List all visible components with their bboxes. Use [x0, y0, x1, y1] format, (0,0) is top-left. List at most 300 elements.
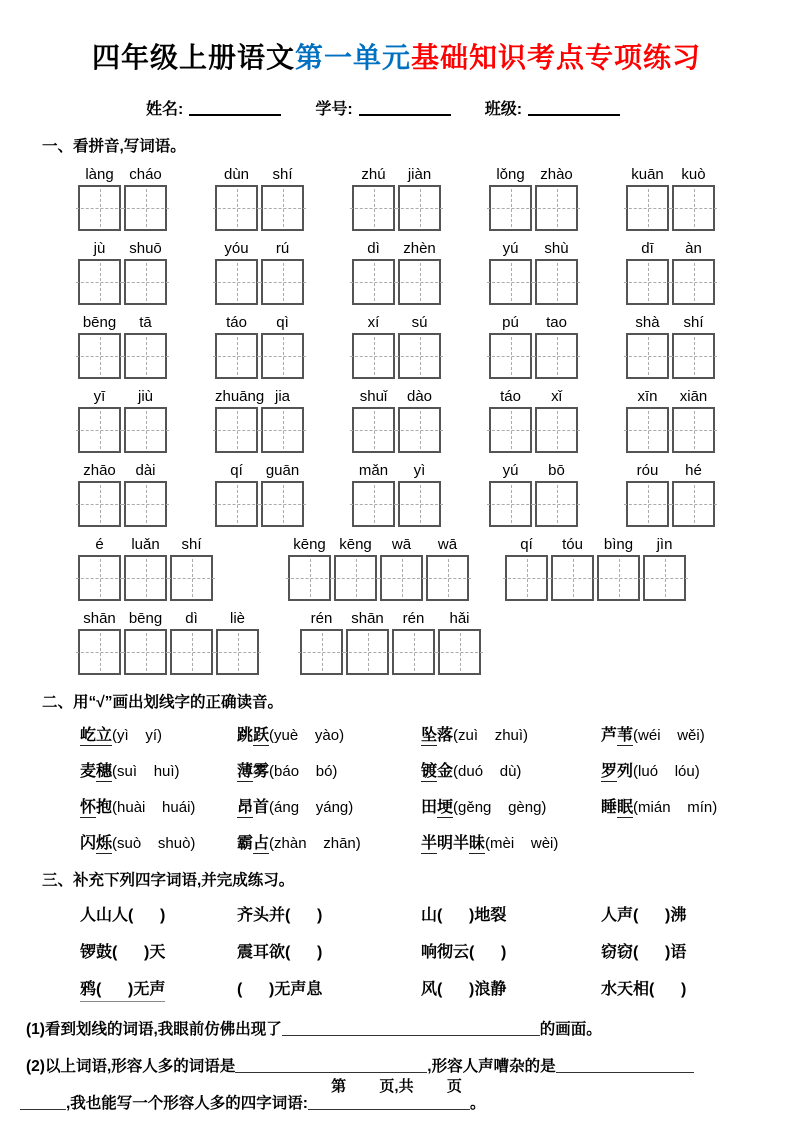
word-segment: 金 — [437, 763, 454, 780]
reading-item — [80, 722, 237, 745]
pinyin-row — [78, 384, 715, 453]
pinyin-line — [78, 606, 259, 627]
word — [237, 835, 269, 854]
writing-box-row — [626, 259, 715, 305]
pinyin-group — [505, 532, 686, 601]
word-segment: 雾 — [253, 763, 270, 780]
pinyin-syllable: jia — [274, 388, 290, 405]
pinyin-line — [352, 236, 441, 257]
writing-box — [672, 407, 715, 453]
word-segment: 跳 — [237, 727, 254, 744]
pinyin-line — [626, 384, 715, 405]
pinyin-line — [352, 384, 441, 405]
word-segment: 闪 — [80, 835, 97, 852]
word-segment: 昂 — [237, 799, 254, 816]
pinyin-group — [489, 162, 578, 231]
word — [237, 763, 269, 782]
word-segment: 罗 — [601, 763, 618, 780]
pinyin-syllable: zhú — [361, 166, 386, 183]
pinyin-options: (yì yí) — [112, 727, 163, 744]
writing-box — [398, 259, 441, 305]
pinyin-syllable: kuò — [681, 166, 706, 183]
writing-box — [672, 259, 715, 305]
word — [421, 799, 453, 818]
class-label: 班级: — [484, 101, 523, 118]
writing-box — [352, 481, 395, 527]
writing-box — [261, 333, 304, 379]
pinyin-line — [78, 236, 167, 257]
pinyin-line — [215, 384, 304, 405]
pinyin-options: (gěng gèng) — [453, 799, 547, 816]
writing-box — [78, 185, 121, 231]
pinyin-options: (wéi wěi) — [633, 727, 705, 744]
pinyin-line — [215, 310, 304, 331]
word-segment: 落 — [437, 727, 454, 744]
pinyin-group — [78, 384, 167, 453]
word — [80, 799, 112, 818]
pinyin-group — [626, 384, 715, 453]
word-segment: 烁 — [96, 835, 113, 852]
writing-box-row — [352, 259, 441, 305]
writing-box-row — [626, 333, 715, 379]
writing-box-row — [215, 333, 304, 379]
pinyin-syllable: dì — [367, 240, 380, 257]
pinyin-group — [215, 310, 304, 379]
idiom-item: 风( )浪静 — [421, 981, 507, 998]
writing-box-row — [352, 407, 441, 453]
pinyin-options: (duó dù) — [453, 763, 522, 780]
pinyin-syllable: zhāo — [83, 462, 116, 479]
pinyin-options: (mèi wèi) — [485, 835, 559, 852]
word-segment: 睡 — [601, 799, 618, 816]
writing-box — [170, 629, 213, 675]
writing-box — [672, 333, 715, 379]
pinyin-line — [489, 310, 578, 331]
writing-box — [78, 555, 121, 601]
pinyin-grid — [42, 162, 751, 675]
writing-box-row — [300, 629, 481, 675]
pinyin-syllable: yú — [502, 462, 519, 479]
pinyin-syllable: qí — [520, 536, 533, 553]
pinyin-syllable: yì — [413, 462, 426, 479]
name-field — [146, 96, 281, 119]
pinyin-syllable: xǐ — [551, 388, 562, 405]
question-2-text: (2)以上词语,形容人多的词语是 — [26, 1058, 236, 1075]
writing-box — [215, 259, 258, 305]
pinyin-syllable: lǒng — [496, 166, 525, 183]
pinyin-syllable: luǎn — [131, 536, 160, 553]
writing-box — [535, 185, 578, 231]
writing-box-row — [288, 555, 469, 601]
question-1 — [26, 1017, 751, 1039]
pinyin-group — [352, 458, 441, 527]
pinyin-syllable: bēng — [82, 314, 117, 331]
name-blank-line — [189, 98, 281, 116]
pinyin-syllable: hǎi — [449, 610, 470, 627]
pinyin-group — [489, 310, 578, 379]
word-segment: 屹立 — [80, 727, 113, 744]
pinyin-line — [78, 458, 167, 479]
writing-box — [124, 185, 167, 231]
pinyin-syllable: pú — [502, 314, 519, 331]
pinyin-line — [489, 458, 578, 479]
word-segment: 占 — [253, 835, 270, 852]
pinyin-syllable: dī — [641, 240, 654, 257]
writing-box — [78, 259, 121, 305]
writing-box — [643, 555, 686, 601]
pinyin-group — [352, 236, 441, 305]
word-segment: 芦 — [601, 727, 618, 744]
class-blank-line — [528, 98, 620, 116]
reading-item — [80, 794, 237, 817]
pinyin-group — [626, 458, 715, 527]
pinyin-syllable: é — [95, 536, 104, 553]
idiom-item: ( )无声息 — [237, 981, 323, 998]
pinyin-row — [78, 532, 751, 601]
reading-item — [421, 830, 601, 853]
word — [601, 799, 633, 818]
word-segment: 眠 — [617, 799, 634, 816]
word — [421, 835, 485, 854]
word-segment: 跃 — [253, 727, 270, 744]
pinyin-syllable: àn — [685, 240, 702, 257]
question-2-continued-text: ,我也能写一个形容人多的四字词语: — [66, 1095, 308, 1112]
idiom-item: 齐头并( ) — [237, 907, 323, 924]
pinyin-syllable: shí — [683, 314, 704, 331]
writing-box — [438, 629, 481, 675]
writing-box-row — [78, 407, 167, 453]
pinyin-line — [626, 236, 715, 257]
pinyin-line — [505, 532, 686, 553]
reading-item — [237, 794, 421, 817]
writing-box-row — [78, 629, 259, 675]
writing-box-row — [215, 407, 304, 453]
writing-box — [626, 407, 669, 453]
reading-item — [601, 794, 751, 817]
writing-box-row — [489, 481, 578, 527]
word-segment: 苇 — [617, 727, 634, 744]
pinyin-syllable: wā — [391, 536, 412, 553]
pinyin-options: (mián mín) — [633, 799, 718, 816]
reading-item — [421, 758, 601, 781]
pinyin-line — [626, 310, 715, 331]
writing-box-row — [489, 333, 578, 379]
writing-box — [352, 259, 395, 305]
student-id-blank-line — [359, 98, 451, 116]
writing-box — [535, 259, 578, 305]
reading-item — [601, 722, 751, 745]
pinyin-syllable: bō — [548, 462, 565, 479]
writing-box-row — [78, 555, 213, 601]
writing-box — [215, 185, 258, 231]
pinyin-line — [626, 162, 715, 183]
class-field — [485, 96, 620, 119]
pinyin-group — [489, 384, 578, 453]
word — [421, 763, 453, 782]
writing-box-row — [352, 333, 441, 379]
reading-item — [80, 758, 237, 781]
word-segment: 穗 — [96, 763, 113, 780]
pinyin-syllable: shuǐ — [359, 388, 388, 405]
word-segment: 麦 — [80, 763, 97, 780]
student-info-row — [146, 96, 751, 119]
pinyin-syllable: cháo — [129, 166, 162, 183]
writing-box — [626, 333, 669, 379]
section2-heading: 二、用“√”画出划线字的正确读音。 — [42, 694, 284, 711]
question-2-continued-tail: 。 — [469, 1095, 486, 1112]
pinyin-syllable: tā — [139, 314, 152, 331]
pinyin-group — [300, 606, 481, 675]
pinyin-options: (báo bó) — [269, 763, 338, 780]
page-footer: 第 页,共 页 — [331, 1078, 462, 1095]
page-title — [42, 36, 751, 76]
writing-box — [392, 629, 435, 675]
word-segment: 列 — [617, 763, 634, 780]
pinyin-group — [78, 606, 259, 675]
pinyin-options: (luó lóu) — [633, 763, 700, 780]
pinyin-row — [78, 458, 715, 527]
writing-box — [261, 407, 304, 453]
pinyin-line — [300, 606, 481, 627]
pinyin-row — [78, 162, 715, 231]
question-2 — [26, 1054, 751, 1076]
section3-heading: 三、补充下列四字词语,并完成练习。 — [42, 872, 295, 889]
writing-box-row — [215, 481, 304, 527]
pinyin-options: (suò shuò) — [112, 835, 196, 852]
pinyin-syllable: shù — [544, 240, 569, 257]
title-course: 四年级上册语文 — [91, 42, 295, 73]
writing-box — [398, 333, 441, 379]
writing-box — [78, 407, 121, 453]
pinyin-group — [215, 458, 304, 527]
pinyin-line — [215, 236, 304, 257]
pinyin-line — [352, 310, 441, 331]
pinyin-syllable: táo — [500, 388, 521, 405]
writing-box — [398, 407, 441, 453]
reading-item — [237, 830, 421, 853]
writing-box — [489, 333, 532, 379]
pinyin-options: (suì huì) — [112, 763, 180, 780]
idiom-item: 响彻云( ) — [421, 944, 507, 961]
reading-item — [601, 758, 751, 781]
idiom-item: 人声( )沸 — [601, 907, 687, 924]
writing-box — [215, 407, 258, 453]
pinyin-syllable: yī — [93, 388, 106, 405]
word-segment: 霸 — [237, 835, 254, 852]
pinyin-syllable: shān — [351, 610, 384, 627]
idiom-item: 鸦( )无声 — [80, 976, 165, 1002]
pinyin-row — [78, 310, 715, 379]
pinyin-group — [215, 162, 304, 231]
pinyin-line — [288, 532, 469, 553]
pinyin-line — [78, 310, 167, 331]
pinyin-syllable: rú — [275, 240, 290, 257]
writing-box — [489, 481, 532, 527]
writing-box-row — [352, 185, 441, 231]
reading-item — [80, 830, 237, 853]
pinyin-syllable: yóu — [224, 240, 249, 257]
writing-box — [216, 629, 259, 675]
writing-box — [261, 481, 304, 527]
writing-box — [535, 407, 578, 453]
pinyin-syllable: dào — [406, 388, 433, 405]
idiom-item: 窃窃( )语 — [601, 944, 687, 961]
writing-box — [300, 629, 343, 675]
pinyin-syllable: róu — [636, 462, 659, 479]
pinyin-syllable: sú — [411, 314, 428, 331]
writing-box — [346, 629, 389, 675]
pinyin-syllable: tao — [546, 314, 567, 331]
pinyin-syllable: jìn — [656, 536, 673, 553]
title-unit: 第一单元 — [294, 42, 411, 73]
pinyin-syllable: bēng — [128, 610, 163, 627]
pinyin-group — [352, 310, 441, 379]
word-segment: 明半 — [437, 835, 470, 852]
writing-box — [288, 555, 331, 601]
pinyin-syllable: hé — [685, 462, 702, 479]
pinyin-syllable: kēng — [293, 536, 326, 553]
pinyin-line — [352, 458, 441, 479]
writing-box — [505, 555, 548, 601]
idiom-grid — [80, 902, 751, 1002]
pinyin-line — [78, 532, 213, 553]
idiom-item: 震耳欲( ) — [237, 944, 323, 961]
writing-box — [124, 333, 167, 379]
writing-box-row — [352, 481, 441, 527]
pinyin-group — [626, 162, 715, 231]
writing-box-row — [489, 407, 578, 453]
writing-box — [124, 629, 167, 675]
word — [421, 727, 453, 746]
writing-box — [398, 185, 441, 231]
writing-box — [352, 407, 395, 453]
pinyin-options: (zhàn zhān) — [269, 835, 361, 852]
writing-box — [380, 555, 423, 601]
pinyin-line — [78, 384, 167, 405]
pinyin-options: (yuè yào) — [269, 727, 345, 744]
pinyin-syllable: xiān — [679, 388, 708, 405]
pinyin-syllable: wā — [437, 536, 458, 553]
writing-box — [124, 555, 167, 601]
pinyin-syllable: guān — [265, 462, 300, 479]
pinyin-syllable: tóu — [562, 536, 583, 553]
writing-box — [626, 481, 669, 527]
pinyin-syllable: xīn — [637, 388, 658, 405]
pinyin-group — [78, 310, 167, 379]
writing-box — [215, 333, 258, 379]
word — [601, 727, 633, 746]
pinyin-syllable: dài — [135, 462, 156, 479]
pinyin-group — [215, 384, 304, 453]
word — [80, 835, 112, 854]
word-segment: 昧 — [469, 835, 486, 852]
writing-box-row — [78, 333, 167, 379]
pinyin-syllable: shān — [83, 610, 116, 627]
writing-box — [672, 185, 715, 231]
pinyin-line — [489, 384, 578, 405]
writing-box — [170, 555, 213, 601]
writing-box-row — [505, 555, 686, 601]
pinyin-syllable: yú — [502, 240, 519, 257]
pinyin-syllable: shí — [181, 536, 202, 553]
idiom-item: 山( )地裂 — [421, 907, 507, 924]
reading-item — [421, 722, 601, 745]
word-segment: 田 — [421, 799, 438, 816]
pinyin-group — [215, 236, 304, 305]
writing-box — [489, 185, 532, 231]
pinyin-row — [78, 236, 715, 305]
pinyin-syllable: zhèn — [403, 240, 436, 257]
pinyin-group — [352, 384, 441, 453]
pinyin-line — [352, 162, 441, 183]
writing-box — [261, 185, 304, 231]
word-segment: 埂 — [437, 799, 454, 816]
writing-box — [124, 481, 167, 527]
student-id-label: 学号: — [315, 101, 353, 118]
writing-box-row — [489, 259, 578, 305]
word-segment: 首 — [253, 799, 270, 816]
pinyin-group — [626, 236, 715, 305]
question-2-blank-line-1 — [235, 1057, 427, 1074]
writing-box — [535, 481, 578, 527]
pinyin-syllable: dùn — [223, 166, 250, 183]
writing-box-row — [626, 481, 715, 527]
pinyin-syllable: zhào — [540, 166, 573, 183]
pinyin-line — [489, 162, 578, 183]
pinyin-line — [215, 162, 304, 183]
pinyin-syllable: bìng — [603, 536, 634, 553]
question-1-text: (1)看到划线的词语,我眼前仿佛出现了 — [26, 1021, 282, 1038]
word-segment: 半 — [421, 835, 438, 852]
writing-box — [551, 555, 594, 601]
pinyin-line — [78, 162, 167, 183]
pinyin-group — [288, 532, 469, 601]
pinyin-syllable: kuān — [631, 166, 664, 183]
pinyin-syllable: liè — [229, 610, 245, 627]
word-segment: 薄 — [237, 763, 254, 780]
word — [601, 763, 633, 782]
pinyin-group — [489, 458, 578, 527]
pinyin-row — [78, 606, 751, 675]
name-label: 姓名: — [146, 101, 184, 118]
writing-box — [352, 185, 395, 231]
idiom-item: 锣鼓( )天 — [80, 944, 166, 961]
idiom-item: 水天相( ) — [601, 981, 687, 998]
writing-box — [672, 481, 715, 527]
pinyin-syllable: shuō — [129, 240, 162, 257]
question-1-blank-line — [282, 1020, 540, 1037]
writing-box — [489, 259, 532, 305]
pinyin-line — [626, 458, 715, 479]
writing-box-row — [78, 259, 167, 305]
writing-box — [78, 333, 121, 379]
pinyin-syllable: jù — [93, 240, 106, 257]
writing-box — [426, 555, 469, 601]
pinyin-group — [78, 236, 167, 305]
writing-box — [489, 407, 532, 453]
pinyin-syllable: xí — [367, 314, 380, 331]
word-segment: 抱 — [96, 799, 113, 816]
pinyin-syllable: dì — [185, 610, 198, 627]
pinyin-syllable: táo — [226, 314, 247, 331]
pinyin-syllable: rén — [310, 610, 333, 627]
pinyin-options: (huài huái) — [112, 799, 196, 816]
word — [237, 727, 269, 746]
writing-box — [626, 259, 669, 305]
pinyin-syllable: làng — [85, 166, 114, 183]
pinyin-group — [78, 458, 167, 527]
question-1-tail: 的画面。 — [539, 1021, 602, 1038]
